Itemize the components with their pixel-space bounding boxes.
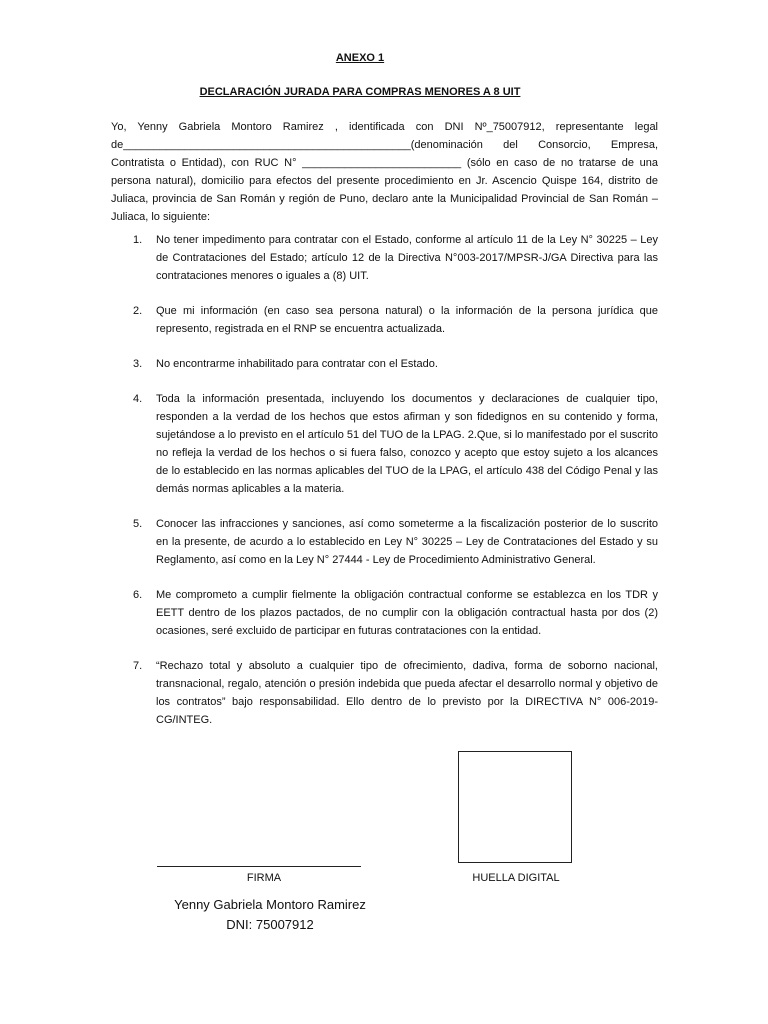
item-number: 7. (133, 660, 143, 672)
declaration-item (111, 586, 658, 640)
item-text: Conocer las infracciones y sanciones, así como someterme a la fiscalización posterior de lo suscrito en la presente, de acurdo a lo establecido en Ley N° 30225 – Ley de Contrataciones del Estado y su Reglamento, así como en la Ley N° 27444 - Ley de Procedimiento Administrativo General. (156, 518, 658, 566)
item-number: 3. (133, 358, 143, 370)
fingerprint-box (458, 751, 572, 863)
item-text: No encontrarme inhabilitado para contratar con el Estado. (156, 358, 438, 370)
signer-dni: DNI: 75007912 (226, 917, 314, 932)
declaration-item (111, 231, 658, 285)
item-text: Toda la información presentada, incluyendo los documentos y declaraciones de cualquier tipo, responden a la verdad de los hechos que estos afirman y son fidedignos en su contenido y forma, sujetándose a lo previsto en el artículo 51 del TUO de la LPAG. 2.Que, si lo manifestado por el suscrito no refleja la verdad de los hechos o si fuera falso, conozco y acepto que estoy sujeto a los alcances de lo establecido en las normas aplicables del TUO de la LPAG, el artículo 438 del Código Penal y las demás normas aplicables a la materia. (156, 393, 658, 495)
intro-paragraph: Yo, Yenny Gabriela Montoro Ramirez , identificada con DNI Nº_75007912, representante legal de_______________________________________________(denominación del Consorcio, Empresa, Contratista o Entidad), con RUC N° __________________________ (sólo en caso de no tratarse de una persona natural), domicilio para efectos del presente procedimiento en Jr. Ascencio Quispe 164, distrito de Juliaca, provincia de San Román y región de Puno, declaro ante la Municipalidad Provincial de San Román – Juliaca, lo siguiente: (111, 121, 658, 223)
declaration-item (111, 657, 658, 729)
signature-line (157, 866, 361, 867)
item-text: Que mi información (en caso sea persona natural) o la información de la persona jurídica que represento, registrada en el RNP se encuentra actualizada. (156, 305, 658, 335)
item-number: 5. (133, 518, 143, 530)
annex-title: ANEXO 1 (335, 52, 385, 64)
item-number: 4. (133, 393, 143, 405)
declaration-item (111, 515, 658, 569)
item-text: “Rechazo total y absoluto a cualquier tipo de ofrecimiento, dadiva, forma de soborno nacional, transnacional, regalo, atención o presión indebida que pueda afectar el desarrollo normal y objetivo de los contratos” bajo responsabilidad. Ello dentro de lo previsto por la DIRECTIVA N° 006-2019-CG/INTEG. (156, 660, 658, 726)
signer-name: Yenny Gabriela Montoro Ramirez (174, 897, 366, 912)
item-text: Me comprometo a cumplir fielmente la obligación contractual conforme se establezca en los TDR y EETT dentro de los plazos pactados, de no cumplir con la obligación contractual hasta por dos (2) ocasiones, seré excluido de participar en futuras contrataciones con la entidad. (156, 589, 658, 637)
fingerprint-label: HUELLA DIGITAL (472, 872, 560, 884)
document-title: DECLARACIÓN JURADA PARA COMPRAS MENORES A 8 UIT (199, 86, 521, 98)
declaration-item (111, 355, 658, 373)
item-text: No tener impedimento para contratar con el Estado, conforme al artículo 11 de la Ley N° 30225 – Ley de Contrataciones del Estado; artículo 12 de la Directiva N°003-2017/MPSR-J/GA Directiva para las contrataciones menores o iguales a (8) UIT. (156, 234, 658, 282)
item-number: 1. (133, 234, 143, 246)
item-number: 2. (133, 305, 143, 317)
item-number: 6. (133, 589, 143, 601)
declaration-item (111, 302, 658, 338)
declaration-list (111, 231, 658, 746)
signature-label: FIRMA (246, 872, 282, 884)
declaration-item (111, 390, 658, 498)
